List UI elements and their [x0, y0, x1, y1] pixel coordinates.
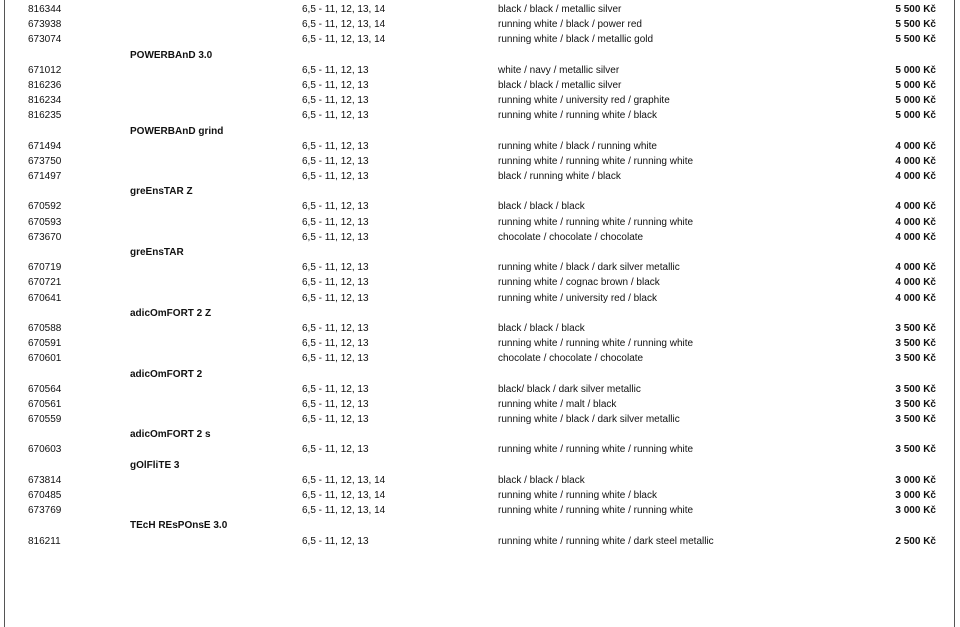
- product-color: running white / black / dark silver metallic: [498, 262, 680, 274]
- product-color: running white / running white / running white: [498, 444, 694, 456]
- product-color: black / running white / black: [498, 171, 621, 183]
- product-sizes: 6,5 - 11, 12, 13, 14: [302, 4, 386, 15]
- product-sizes: 6,5 - 11, 12, 13, 14: [302, 19, 386, 31]
- group-title: TEcH REsPOnsE 3.0: [130, 520, 228, 532]
- product-group-heading: [0, 367, 960, 382]
- product-code: 670561: [28, 398, 62, 410]
- product-color: black / black / black: [498, 474, 585, 486]
- product-price: 4 000 Kč: [895, 231, 936, 243]
- product-row: [0, 275, 960, 290]
- product-price: 3 500 Kč: [895, 322, 936, 334]
- product-row: [0, 382, 960, 397]
- product-price: 3 500 Kč: [895, 383, 936, 395]
- product-sizes: 6,5 - 11, 12, 13: [302, 535, 369, 547]
- group-title: adicOmFORT 2 Z: [130, 307, 212, 319]
- product-code: 670603: [28, 444, 62, 456]
- product-sizes: 6,5 - 11, 12, 13, 14: [302, 490, 386, 501]
- product-price: 3 500 Kč: [895, 444, 936, 456]
- product-price: 3 000 Kč: [895, 490, 936, 501]
- product-color: running white / running white / running white: [498, 216, 694, 228]
- product-color: running white / black / running white: [498, 140, 657, 152]
- product-sizes: 6,5 - 11, 12, 13: [302, 110, 369, 122]
- product-sizes: 6,5 - 11, 12, 13: [302, 353, 369, 365]
- product-row: [0, 336, 960, 351]
- product-row: [0, 17, 960, 32]
- product-color: running white / black / metallic gold: [498, 34, 654, 46]
- product-sizes: 6,5 - 11, 12, 13: [302, 383, 369, 395]
- product-row: [0, 139, 960, 154]
- product-row: [0, 108, 960, 123]
- product-price: 3 500 Kč: [895, 414, 936, 426]
- product-sizes: 6,5 - 11, 12, 13: [302, 338, 369, 350]
- product-price: 5 000 Kč: [895, 79, 936, 91]
- product-code: 816236: [28, 79, 62, 91]
- product-code: 670588: [28, 322, 62, 334]
- product-sizes: 6,5 - 11, 12, 13: [302, 231, 369, 243]
- product-color: running white / university red / black: [498, 292, 657, 304]
- product-color: running white / running white / black: [498, 110, 657, 122]
- product-code: 670592: [28, 201, 62, 213]
- product-price: 5 500 Kč: [895, 19, 936, 31]
- product-code: 673769: [28, 505, 62, 517]
- product-price: 3 500 Kč: [895, 338, 936, 350]
- product-row: [0, 93, 960, 108]
- product-code: 673938: [28, 19, 62, 31]
- product-row: [0, 488, 960, 503]
- product-sizes: 6,5 - 11, 12, 13, 14: [302, 505, 386, 517]
- product-price: 5 000 Kč: [895, 64, 936, 76]
- product-price: 3 000 Kč: [895, 474, 936, 486]
- product-code: 670564: [28, 383, 62, 395]
- product-price: 4 000 Kč: [895, 155, 936, 167]
- product-color: running white / running white / running white: [498, 505, 694, 517]
- product-sizes: 6,5 - 11, 12, 13: [302, 216, 369, 228]
- product-row: [0, 321, 960, 336]
- product-row: [0, 169, 960, 184]
- product-code: 670485: [28, 490, 62, 501]
- product-row: [0, 230, 960, 245]
- product-price: 5 000 Kč: [895, 110, 936, 122]
- product-price: 3 000 Kč: [895, 505, 936, 517]
- product-sizes: 6,5 - 11, 12, 13: [302, 201, 369, 213]
- product-color: running white / malt / black: [498, 398, 617, 410]
- product-price: 3 500 Kč: [895, 353, 936, 365]
- product-color: black / black / black: [498, 201, 585, 213]
- product-code: 816234: [28, 95, 62, 107]
- product-sizes: 6,5 - 11, 12, 13: [302, 262, 369, 274]
- product-price: 4 000 Kč: [895, 201, 936, 213]
- product-color: running white / running white / black: [498, 490, 657, 501]
- product-sizes: 6,5 - 11, 12, 13: [302, 79, 369, 91]
- product-sizes: 6,5 - 11, 12, 13: [302, 322, 369, 334]
- product-color: running white / university red / graphite: [498, 95, 670, 107]
- product-price: 4 000 Kč: [895, 171, 936, 183]
- group-title: greEnsTAR: [130, 247, 184, 258]
- product-row: [0, 2, 960, 17]
- product-code: 670591: [28, 338, 62, 350]
- product-price: 3 500 Kč: [895, 398, 936, 410]
- product-row: [0, 215, 960, 230]
- product-code: 671012: [28, 64, 62, 76]
- product-sizes: 6,5 - 11, 12, 13: [302, 171, 369, 183]
- product-price: 4 000 Kč: [895, 292, 936, 304]
- product-price: 5 000 Kč: [895, 95, 936, 107]
- product-color: chocolate / chocolate / chocolate: [498, 231, 644, 243]
- product-group-heading: [0, 427, 960, 442]
- product-sizes: 6,5 - 11, 12, 13: [302, 414, 369, 426]
- product-color: running white / running white / running white: [498, 338, 694, 350]
- product-color: white / navy / metallic silver: [498, 64, 620, 76]
- group-title: gOlFliTE 3: [130, 459, 180, 471]
- product-group-heading: [0, 306, 960, 321]
- product-sizes: 6,5 - 11, 12, 13: [302, 155, 369, 167]
- product-code: 671494: [28, 140, 62, 152]
- product-price: 4 000 Kč: [895, 140, 936, 152]
- product-group-heading: [0, 184, 960, 199]
- group-title: greEnsTAR Z: [130, 186, 193, 198]
- product-row: [0, 154, 960, 169]
- product-row: [0, 199, 960, 214]
- group-title: adicOmFORT 2: [130, 368, 203, 380]
- product-color: running white / cognac brown / black: [498, 277, 660, 289]
- product-sizes: 6,5 - 11, 12, 13: [302, 292, 369, 304]
- product-color: chocolate / chocolate / chocolate: [498, 353, 644, 365]
- product-row: [0, 503, 960, 518]
- product-row: [0, 291, 960, 306]
- product-group-heading: [0, 458, 960, 473]
- group-title: adicOmFORT 2 s: [130, 429, 211, 441]
- product-color: black / black / metallic silver: [498, 79, 622, 91]
- product-sizes: 6,5 - 11, 12, 13: [302, 277, 369, 289]
- product-price: 4 000 Kč: [895, 277, 936, 289]
- product-color: black / black / metallic silver: [498, 4, 622, 15]
- product-price: 5 500 Kč: [895, 4, 936, 15]
- product-code: 673670: [28, 231, 62, 243]
- product-row: [0, 32, 960, 47]
- group-title: POWERBAnD grind: [130, 125, 224, 137]
- product-code: 670721: [28, 277, 62, 289]
- product-price: 2 500 Kč: [895, 535, 936, 547]
- product-row: [0, 442, 960, 457]
- product-color: black / black / black: [498, 322, 585, 334]
- product-code: 670719: [28, 262, 62, 274]
- product-row: [0, 412, 960, 427]
- product-group-heading: [0, 124, 960, 139]
- product-sizes: 6,5 - 11, 12, 13: [302, 398, 369, 410]
- product-color: running white / black / dark silver metallic: [498, 414, 680, 426]
- product-code: 816344: [28, 4, 62, 15]
- product-row: [0, 78, 960, 93]
- product-sizes: 6,5 - 11, 12, 13: [302, 444, 369, 456]
- product-color: running white / running white / running white: [498, 155, 694, 167]
- group-title: POWERBAnD 3.0: [130, 49, 213, 61]
- product-row: [0, 63, 960, 78]
- product-code: 673750: [28, 155, 62, 167]
- product-price: 4 000 Kč: [895, 262, 936, 274]
- product-code: 670601: [28, 353, 62, 365]
- product-code: 816211: [28, 535, 61, 547]
- price-list: [0, 2, 960, 549]
- product-price: 4 000 Kč: [895, 216, 936, 228]
- product-color: black/ black / dark silver metallic: [498, 383, 641, 395]
- product-row: [0, 473, 960, 488]
- product-sizes: 6,5 - 11, 12, 13, 14: [302, 34, 386, 46]
- product-group-heading: [0, 48, 960, 63]
- product-code: 673074: [28, 34, 62, 46]
- product-code: 673814: [28, 474, 62, 486]
- product-price: 5 500 Kč: [895, 34, 936, 46]
- product-group-heading: [0, 245, 960, 260]
- product-row: [0, 534, 960, 549]
- product-row: [0, 397, 960, 412]
- product-code: 670593: [28, 216, 62, 228]
- product-code: 671497: [28, 171, 62, 183]
- product-code: 670641: [28, 292, 62, 304]
- product-code: 670559: [28, 414, 62, 426]
- product-color: running white / black / power red: [498, 19, 642, 31]
- product-sizes: 6,5 - 11, 12, 13: [302, 64, 369, 76]
- product-sizes: 6,5 - 11, 12, 13: [302, 95, 369, 107]
- product-code: 816235: [28, 110, 62, 122]
- product-row: [0, 351, 960, 366]
- product-sizes: 6,5 - 11, 12, 13, 14: [302, 474, 386, 486]
- product-color: running white / running white / dark steel metallic: [498, 535, 714, 547]
- product-group-heading: [0, 518, 960, 533]
- product-row: [0, 260, 960, 275]
- product-sizes: 6,5 - 11, 12, 13: [302, 140, 369, 152]
